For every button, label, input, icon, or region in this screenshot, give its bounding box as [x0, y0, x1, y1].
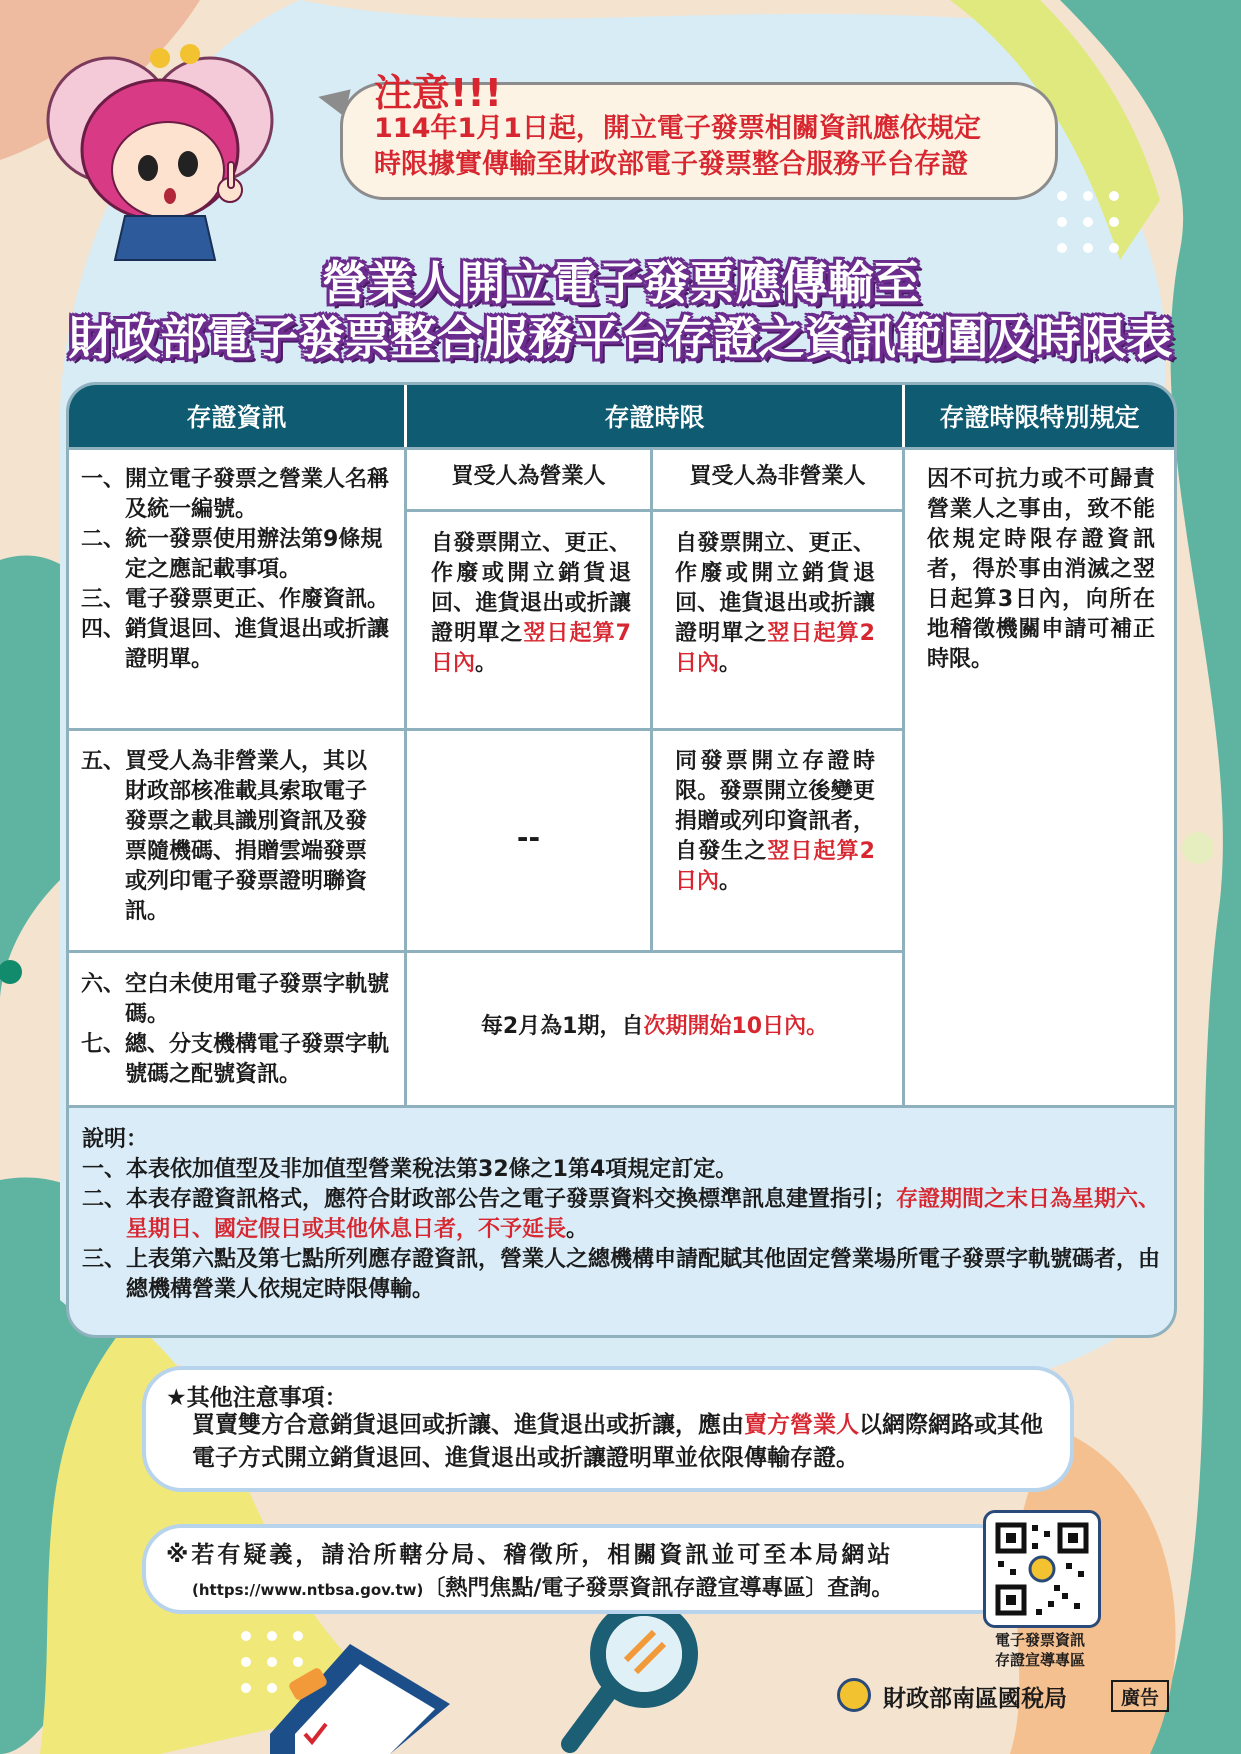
special-rule-text: 因不可抗力或不可歸責營業人之事由，致不能依規定時限存證資訊者，得於事由消滅之翌日起算3日內，向所在地稽徵機關申請可補正時限。: [927, 467, 1155, 672]
page-title-line-2: 財政部電子發票整合服務平台存證之資訊範圍及時限表: [68, 311, 1173, 365]
grid-line: [902, 447, 905, 1107]
notice-heading: 注意!!!: [374, 71, 502, 115]
list-item: 四、 銷貨退回、進貨退出或折讓證明單。: [81, 617, 390, 672]
mascot-illustration: [30, 20, 330, 280]
notice-line-2: 時限據實傳輸至財政部電子發票整合服務平台存證: [374, 149, 968, 180]
qr-code[interactable]: [983, 1510, 1101, 1628]
header-info: 存證資訊: [69, 385, 404, 447]
ad-badge: 廣告: [1111, 1680, 1169, 1712]
query-line-2: (https://www.ntbsa.gov.tw)〔熱門焦點/電子發票資訊存證宣導專區〕查詢。: [192, 1576, 894, 1601]
row2-info: [81, 747, 381, 927]
row2-business-deadline: --: [516, 821, 541, 854]
agency-emblem-icon: [837, 1678, 871, 1712]
list-item: 七、 總、分支機構電子發票字軌號碼之配號資訊。: [81, 1032, 390, 1087]
row1-info: [81, 465, 399, 675]
qr-caption-line-2: 存證宣導專區: [994, 1651, 1085, 1669]
grid-line: [650, 447, 653, 952]
website-link[interactable]: (https://www.ntbsa.gov.tw): [192, 1581, 424, 1599]
grid-line: [404, 447, 407, 1107]
header-special: 存證時限特別規定: [905, 385, 1174, 447]
grid-line: [404, 509, 902, 512]
row3-deadline: 每2月為1期，自次期開始10日內。: [480, 1014, 829, 1039]
header-divider: [404, 385, 407, 447]
clipboard-illustration: [250, 1614, 450, 1754]
list-item: 一、 開立電子發票之營業人名稱及統一編號。: [81, 467, 390, 522]
grid-line: [69, 728, 902, 731]
agency-name: 財政部南區國稅局: [883, 1686, 1067, 1712]
list-item: 三、 電子發票更正、作廢資訊。: [81, 587, 390, 612]
qr-code-icon: [986, 1513, 1098, 1625]
notes-heading: 說明：: [82, 1127, 149, 1152]
qr-caption-line-1: 電子發票資訊: [994, 1631, 1085, 1649]
list-item: 五、 買受人為非營業人，其以財政部核准載具索取電子發票之載具識別資訊及發票隨機碼、捐贈雲端發票或列印電子發票證明聯資訊。: [81, 749, 368, 924]
other-notes-heading: ★其他注意事項：: [166, 1385, 348, 1411]
grid-line: [69, 447, 1174, 450]
note-item: 一、 本表依加值型及非加值型營業稅法第32條之1第4項規定訂定。: [82, 1157, 738, 1182]
row1-business-deadline: 自發票開立、更正、作廢或開立銷貨退回、進貨退出或折讓證明單之翌日起算7日內。: [431, 531, 631, 676]
note-item: 二、 本表存證資訊格式，應符合財政部公告之電子發票資料交換標準訊息建置指引；存證期間之末日為星期六、星期日、國定假日或其他休息日者，不予延長。: [82, 1187, 1161, 1242]
grid-line: [69, 950, 902, 953]
page-title-line-1: 營業人開立電子發票應傳輸至: [321, 256, 920, 310]
list-item: 二、 統一發票使用辦法第9條規定之應記載事項。: [81, 527, 383, 582]
qr-caption: [978, 1630, 1102, 1670]
header-divider: [902, 385, 905, 447]
list-item: 六、 空白未使用電子發票字軌號碼。: [81, 972, 390, 1027]
magnifier-illustration: [550, 1594, 710, 1754]
row2-non-business-deadline: 同發票開立存證時限。發票開立後變更捐贈或列印資訊者，自發生之翌日起算2日內。: [675, 749, 875, 894]
header-deadline: 存證時限: [407, 385, 902, 447]
other-notes-text: 買賣雙方合意銷貨退回或折讓、進貨退出或折讓，應由賣方營業人以網際網路或其他電子方式開立銷貨退回、進貨退出或折讓證明單並依限傳輸存證。: [192, 1412, 1043, 1471]
notes-section: [82, 1125, 1162, 1305]
query-line-1: ※若有疑義，請洽所轄分局、稽徵所，相關資訊並可至本局網站: [166, 1542, 894, 1568]
notice-line-1: 114年1月1日起，開立電子發票相關資訊應依規定: [374, 113, 981, 144]
note-item: 三、 上表第六點及第七點所列應存證資訊，營業人之總機構申請配賦其他固定營業場所電子發票字軌號碼者，由總機構營業人依規定時限傳輸。: [82, 1247, 1161, 1302]
row1-non-business-deadline: 自發票開立、更正、作廢或開立銷貨退回、進貨退出或折讓證明單之翌日起算2日內。: [675, 531, 875, 676]
grid-line: [69, 1105, 1174, 1108]
subheader-business-buyer: 買受人為營業人: [451, 464, 606, 489]
row3-info: [81, 970, 399, 1090]
subheader-non-business-buyer: 買受人為非營業人: [689, 464, 866, 489]
